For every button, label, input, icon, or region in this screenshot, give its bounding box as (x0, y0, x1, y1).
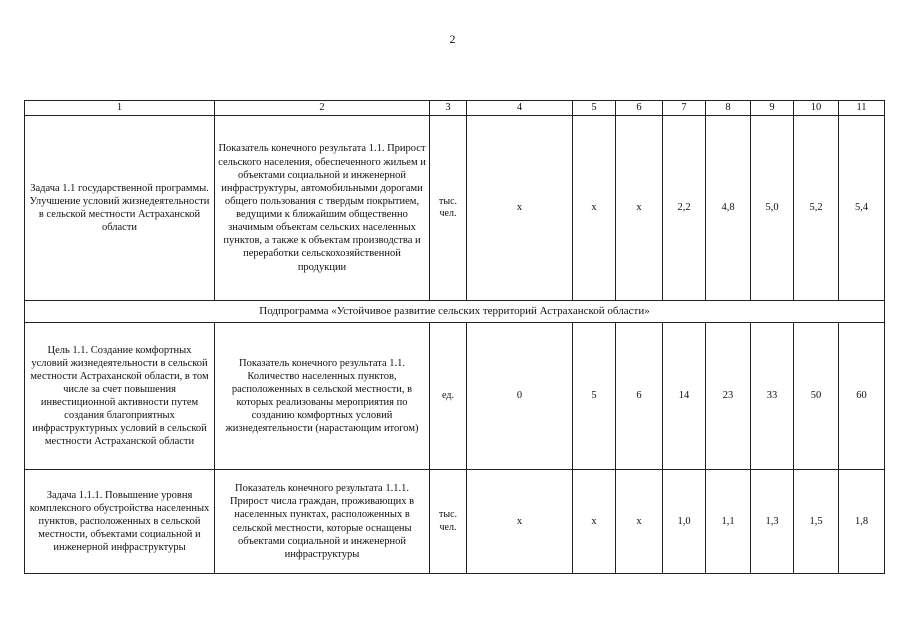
header-cell: 11 (839, 101, 885, 116)
value-cell: 50 (794, 323, 839, 470)
value-cell: 5 (573, 323, 616, 470)
indicator-cell: Показатель конечного результата 1.1.1. Прирост числа граждан, проживающих в населенных пунктах, расположенных в сельской местности, которые оснащены объектами социальной и инженерной инфраструктуры (215, 470, 430, 574)
table-row (25, 470, 885, 574)
header-cell: 8 (706, 101, 751, 116)
value-cell: 5,4 (839, 116, 885, 301)
value-cell: 1,0 (663, 470, 706, 574)
goal-cell: Цель 1.1. Создание комфортных условий жизнедеятельности в сельской местности Астраханской области, в том числе за счет повышения инвестиционной активности путем создания благоприятных инфраструктурных условий в сельской местности Астраханской области (25, 323, 215, 470)
header-cell: 3 (430, 101, 467, 116)
value-cell: х (616, 470, 663, 574)
header-cell: 1 (25, 101, 215, 116)
header-cell: 4 (467, 101, 573, 116)
value-cell: 6 (616, 323, 663, 470)
header-cell: 6 (616, 101, 663, 116)
subprogram-row (25, 301, 885, 323)
value-cell: 5,2 (794, 116, 839, 301)
table-header-row (25, 101, 885, 116)
value-cell: х (573, 470, 616, 574)
header-cell: 2 (215, 101, 430, 116)
value-cell: 60 (839, 323, 885, 470)
value-cell: 23 (706, 323, 751, 470)
task-cell: Задача 1.1.1. Повышение уровня комплексного обустройства населенных пунктов, расположенных в сельской местности, объектами социальной и инженерной инфраструктуры (25, 470, 215, 574)
unit-cell: тыс. чел. (430, 116, 467, 301)
value-cell: 2,2 (663, 116, 706, 301)
value-cell: 33 (751, 323, 794, 470)
header-cell: 10 (794, 101, 839, 116)
value-cell: х (616, 116, 663, 301)
value-cell: 14 (663, 323, 706, 470)
indicator-cell: Показатель конечного результата 1.1. Прирост сельского населения, обеспеченного жильем и объектами социальной и инженерной инфраструктуры, автомобильными дорогами общего пользования с твердым покрытием, ведущими к ближайшим общественно значимым объектам сельских населенных пунктов, а также к объектам производства и переработки сельскохозяйственной продукции (215, 116, 430, 301)
header-cell: 7 (663, 101, 706, 116)
value-cell: х (467, 470, 573, 574)
indicators-table (24, 100, 885, 574)
indicator-cell: Показатель конечного результата 1.1. Количество населенных пунктов, расположенных в сельской местности, в которых реализованы мероприятия по созданию комфортных условий жизнедеятельности (нарастающим итогом) (215, 323, 430, 470)
subprogram-title: Подпрограмма «Устойчивое развитие сельских территорий Астраханской области» (25, 301, 885, 323)
value-cell: 1,5 (794, 470, 839, 574)
unit-cell: ед. (430, 323, 467, 470)
value-cell: 1,3 (751, 470, 794, 574)
value-cell: 4,8 (706, 116, 751, 301)
value-cell: 5,0 (751, 116, 794, 301)
task-cell: Задача 1.1 государственной программы. Улучшение условий жизнедеятельности в сельской местности Астраханской области (25, 116, 215, 301)
header-cell: 9 (751, 101, 794, 116)
value-cell: х (467, 116, 573, 301)
table-row (25, 116, 885, 301)
header-cell: 5 (573, 101, 616, 116)
value-cell: 1,8 (839, 470, 885, 574)
value-cell: х (573, 116, 616, 301)
unit-cell: тыс. чел. (430, 470, 467, 574)
table-row (25, 323, 885, 470)
value-cell: 0 (467, 323, 573, 470)
value-cell: 1,1 (706, 470, 751, 574)
page-number: 2 (449, 32, 456, 46)
